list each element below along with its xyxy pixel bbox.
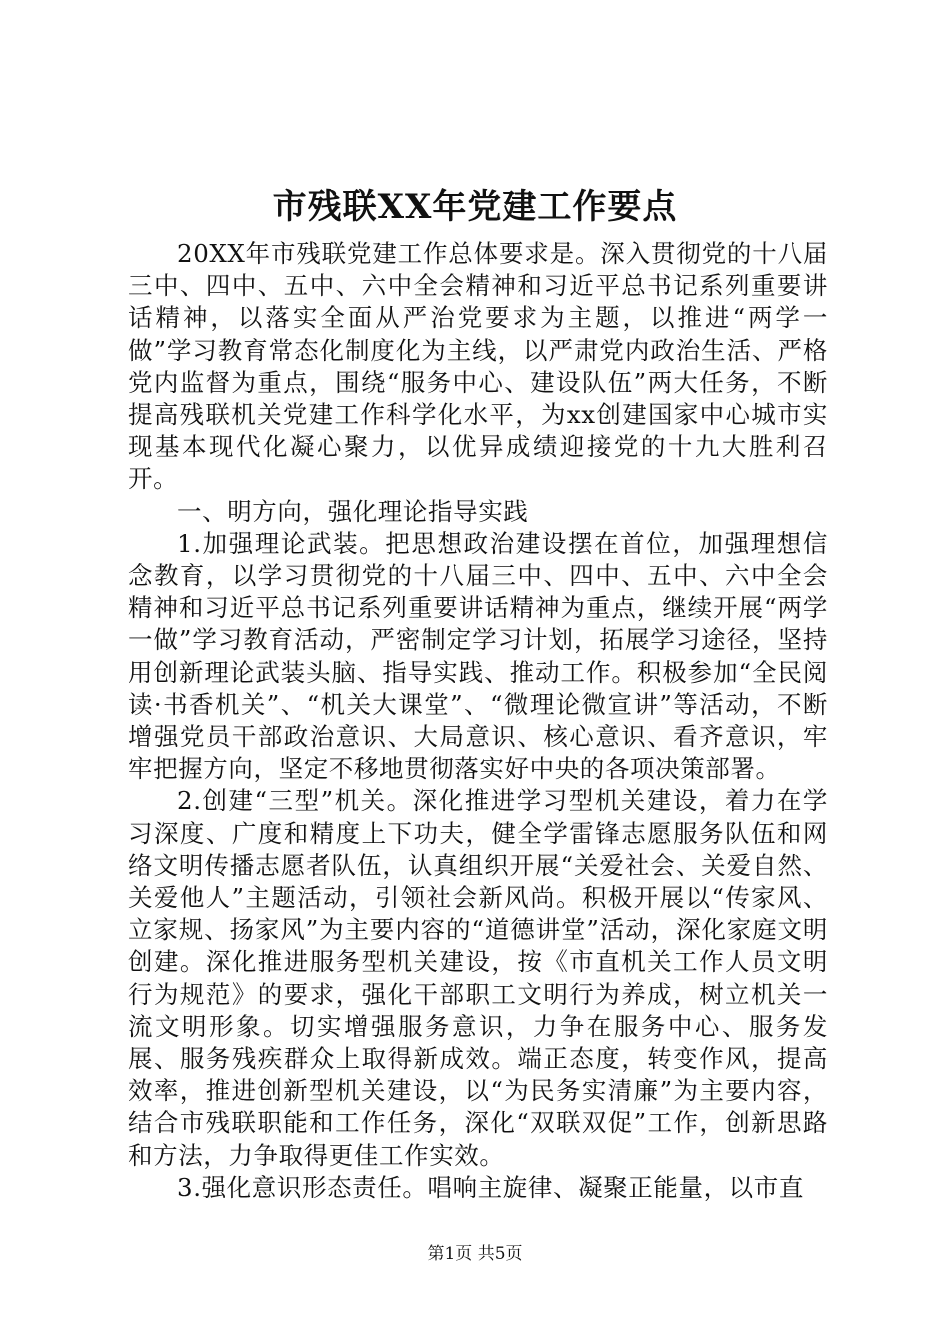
document-body [128,238,828,1204]
item-paragraph-3: 3.强化意识形态责任。唱响主旋律、凝聚正能量，以市直 [177,1172,804,1202]
item-paragraph-1: 1.加强理论武装。把思想政治建设摆在首位，加强理想信念教育，以学习贯彻党的十八届三中、四中、五中、六中全会精神和习近平总书记系列重要讲话精神为重点，继续开展“两学一做”学习教育活动，严密制定学习计划，拓展学习途径，坚持用创新理论武装头脑、指导实践、推动工作。积极参加“全民阅读·书香机关”、“机关大课堂”、“微理论微宣讲”等活动，不断增强党员干部政治意识、大局意识、核心意识、看齐意识，牢牢把握方向，坚定不移地贯彻落实好中央的各项决策部署。 [128,528,828,784]
page-footer: 第1页 共5页 [427,1244,523,1264]
document-title: 市残联XX年党建工作要点 [272,187,678,227]
item-paragraph-2: 2.创建“三型”机关。深化推进学习型机关建设，着力在学习深度、广度和精度上下功夫，健全学雷锋志愿服务队伍和网络文明传播志愿者队伍，认真组织开展“关爱社会、关爱自然、关爱他人”主题活动，引领社会新风尚。积极开展以“传家风、立家规、扬家风”为主要内容的“道德讲堂”活动，深化家庭文明创建。深化推进服务型机关建设，按《市直机关工作人员文明行为规范》的要求，强化干部职工文明行为养成，树立机关一流文明形象。切实增强服务意识，力争在服务中心、服务发展、服务残疾群众上取得新成效。端正态度，转变作风，提高效率，推进创新型机关建设，以“为民务实清廉”为主要内容，结合市残联职能和工作任务，深化“双联双促”工作，创新思路和方法，力争取得更佳工作实效。 [128,786,828,1170]
intro-paragraph: 20XX年市残联党建工作总体要求是。深入贯彻党的十八届三中、四中、五中、六中全会精神和习近平总书记系列重要讲话精神，以落实全面从严治党要求为主题，以推进“两学一做”学习教育常态化制度化为主线，以严肃党内政治生活、严格党内监督为重点，围绕“服务中心、建设队伍”两大任务，不断提高残联机关党建工作科学化水平，为xx创建国家中心城市实现基本现代化凝心聚力，以优异成绩迎接党的十九大胜利召开。 [128,239,828,494]
section-heading-1: 一、明方向，强化理论指导实践 [177,496,529,526]
